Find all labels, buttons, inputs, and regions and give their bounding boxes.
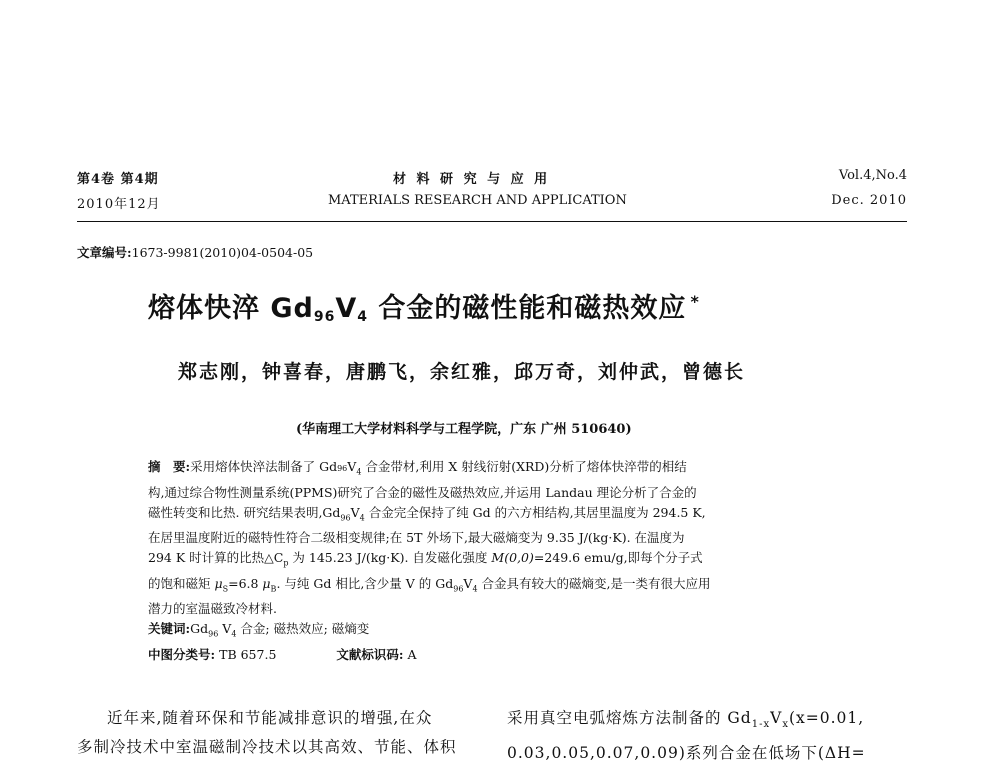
- text: V: [350, 504, 360, 520]
- journal-name-en: MATERIALS RESEARCH AND APPLICATION: [328, 193, 627, 208]
- sub: 1-x: [751, 719, 771, 731]
- doc-code-label: 文献标识码:: [336, 646, 404, 662]
- title-part: 合金的磁性能和磁热效应: [368, 293, 687, 324]
- article-number-value: 1673-9981(2010)04-0504-05: [131, 245, 314, 260]
- abstract-line: [148, 548, 711, 574]
- abstract-line: 在居里温度附近的磁特性符合二级相变规律;在 5T 外场下,最大磁熵变为 9.35 J/(kg·K). 在温度为: [148, 530, 685, 545]
- volume-en: Vol.4,No.4: [838, 168, 907, 183]
- sub: 4: [356, 467, 362, 477]
- keywords-label: 关键词:: [148, 621, 191, 636]
- text: μ: [262, 575, 271, 591]
- text: =6.8: [228, 575, 263, 591]
- text: 的饱和磁矩: [148, 575, 215, 591]
- body-line: 0.03,0.05,0.07,0.09)系列合金在低场下(ΔH=: [507, 744, 866, 763]
- journal-name-cn: 材 料 研 究 与 应 用: [393, 172, 551, 187]
- sub: 96: [453, 584, 464, 593]
- doc-code-value: A: [407, 646, 417, 662]
- title-footnote-mark: *: [690, 292, 700, 311]
- sub: x: [782, 719, 789, 731]
- classification: [148, 645, 711, 665]
- text: Gd: [190, 621, 209, 636]
- text: 采用真空电弧熔炼方法制备的 Gd: [507, 709, 752, 727]
- body-left-column: [77, 704, 457, 762]
- text: μ: [214, 575, 223, 591]
- title-sub: 4: [357, 309, 369, 325]
- text: 合金具有较大的磁熵变,是一类有很大应用: [477, 575, 711, 591]
- paper-title: [148, 286, 700, 325]
- text: V: [218, 621, 232, 636]
- sub: 4: [472, 584, 478, 593]
- abstract-line: [148, 503, 711, 529]
- text: 合金带材,利用 X 射线衍射(XRD)分析了熔体快淬带的相结: [361, 459, 687, 474]
- abstract-line: 潜力的室温磁致冷材料.: [148, 601, 277, 616]
- abstract-line: [148, 574, 711, 600]
- text: 合金完全保持了纯 Gd 的六方相结构,其居里温度为 294.5 K,: [364, 504, 706, 520]
- body-line: [507, 704, 866, 739]
- title-part: 熔体快淬 Gd: [148, 293, 314, 324]
- text: =249.6 emu/g,即每个分子式: [533, 550, 703, 565]
- authors: 郑志刚，钟喜春，唐鹏飞，余红雅，邱万奇，刘仲武，曾德长: [178, 361, 746, 383]
- keywords: [148, 619, 711, 645]
- abstract-line: [148, 457, 711, 483]
- abstract-label: 摘 要:: [148, 459, 191, 474]
- affiliation: (华南理工大学材料科学与工程学院，广东 广州 510640): [296, 422, 632, 437]
- text: 为 145.23 J/(kg·K). 自发磁化强度: [288, 550, 492, 565]
- classification-value: TB 657.5: [219, 646, 277, 662]
- header-rule: [77, 221, 907, 222]
- sub: 96: [208, 629, 219, 639]
- sub: 4: [359, 513, 365, 522]
- date-en: Dec. 2010: [831, 193, 907, 208]
- abstract: [148, 457, 711, 665]
- text: (x=0.01,: [788, 709, 865, 727]
- classification-label: 中图分类号:: [148, 646, 216, 662]
- sub: p: [283, 558, 289, 568]
- text: . 与纯 Gd 相比,含少量 V 的 Gd: [276, 575, 454, 591]
- text: 合金; 磁热效应; 磁熵变: [236, 621, 370, 636]
- sub: B: [270, 584, 277, 593]
- article-number-label: 文章编号:: [77, 245, 132, 260]
- sub: 4: [231, 629, 237, 639]
- sub: S: [222, 584, 229, 593]
- abstract-line: 构,通过综合物性测量系统(PPMS)研究了合金的磁性及磁热效应,并运用 Landau 理论分析了合金的: [148, 484, 697, 500]
- body-right-column: [507, 704, 866, 768]
- body-line: 多制冷技术中室温磁制冷技术以其高效、节能、体积: [77, 738, 457, 756]
- text: V: [770, 709, 783, 727]
- title-part: V: [335, 293, 358, 324]
- title-sub: 96: [313, 309, 336, 325]
- volume-issue: 第4卷 第4期: [77, 172, 159, 187]
- sub: 96: [337, 464, 348, 473]
- text: V: [347, 459, 357, 474]
- text: 294 K 时计算的比热△C: [148, 550, 284, 565]
- body-line: 近年来,随着环保和节能减排意识的增强,在众: [107, 709, 433, 727]
- text: M(0,0): [491, 550, 534, 565]
- text: V: [463, 575, 473, 591]
- text: 采用熔体快淬法制备了 Gd: [190, 459, 338, 474]
- issue-date: 2010年12月: [77, 197, 161, 212]
- article-number: [77, 243, 313, 261]
- sub: 96: [340, 513, 351, 522]
- text: 磁性转变和比热. 研究结果表明,Gd: [148, 504, 341, 520]
